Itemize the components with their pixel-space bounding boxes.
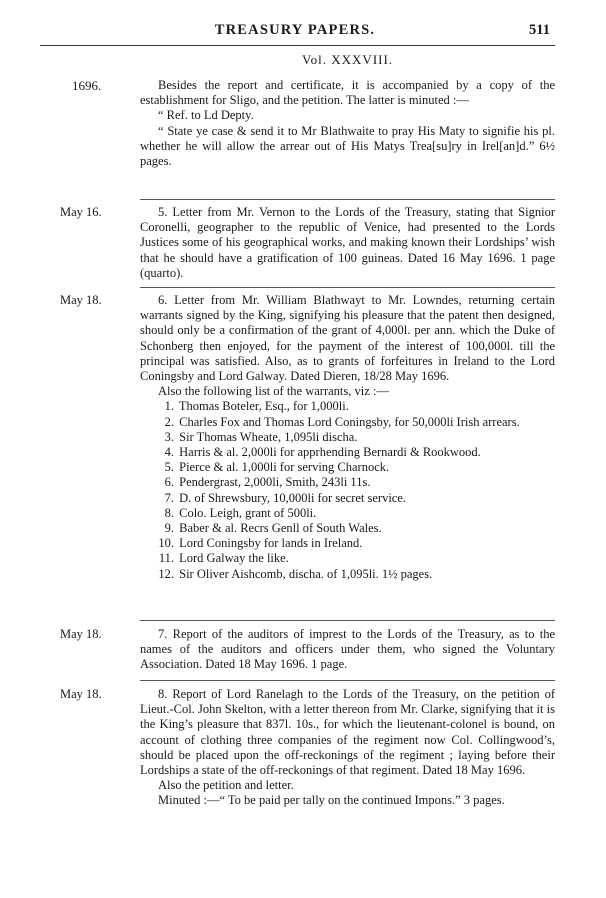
warrant-item: 7. D. of Shrewsbury, 10,000li for secret service. <box>164 490 407 505</box>
intro-quote-1: “ Ref. to Ld Depty. <box>158 108 254 123</box>
warrant-item: 12. Sir Oliver Aishcomb, discha. of 1,095li. 1½ pages. <box>158 566 433 581</box>
warrant-item: 4. Harris & al. 2,000li for apprhending Bernardi & Rookwood. <box>164 445 481 460</box>
entry-date: May 18. <box>60 627 102 641</box>
running-title: TREASURY PAPERS. <box>214 22 376 38</box>
warrant-item: 6. Pendergrast, 2,000li, Smith, 243li 11s. <box>164 475 371 490</box>
entry-minute: Minuted :—“ To be paid per tally on the continued Impons.” 3 pages. <box>158 793 505 808</box>
entry-separator <box>140 680 555 681</box>
entry-separator <box>140 287 555 288</box>
entry-also: Also the following list of the warrants, viz :— <box>158 384 389 399</box>
entry-date: May 18. <box>60 687 102 701</box>
header-rule <box>40 45 555 46</box>
intro-quote-2: “ State ye case & send it to Mr Blathwaite to pray His Maty to signifie his pl. whether he will allow the arrear out of His Matys Trea[su]ry in Irel[an]d.” 6½ pages. <box>140 123 555 169</box>
warrant-item: 3. Sir Thomas Wheate, 1,095li discha. <box>164 429 358 444</box>
volume-heading: Vol. XXXVIII. <box>301 52 394 67</box>
entry-text: 8. Report of Lord Ranelagh to the Lords of the Treasury, on the petition of Lieut.-Col. John Skelton, with a letter thereon from Mr. Clarke, signifying that it is the King’s pleasure that 837l. 10s., for which the lieutenant-colonel is bound, on account of clothing three companies of the regiment now Col. Collingwood’s, should be placed upon the off-reckonings of the regiment ; laying before their Lordships a state of the off-reckonings of that regiment. Dated 18 May 1696. <box>140 687 555 778</box>
warrant-item: 8. Colo. Leigh, grant of 500li. <box>164 505 317 520</box>
entry-also: Also the petition and letter. <box>158 778 294 793</box>
entry-date: May 16. <box>60 205 102 219</box>
warrant-list <box>140 399 555 581</box>
page-number: 511 <box>529 22 550 38</box>
intro-block <box>140 78 555 169</box>
entry-text: 7. Report of the auditors of imprest to the Lords of the Treasury, as to the names of the auditors and officers under them, who signed the Voluntary Association. Dated 18 May 1696. 1 page. <box>140 627 555 672</box>
entry-date: May 18. <box>60 293 102 307</box>
intro-paragraph: Besides the report and certificate, it is accompanied by a copy of the establishment for Sligo, and the petition. The latter is minuted :— <box>140 78 555 108</box>
warrant-item: 10. Lord Coningsby for lands in Ireland. <box>158 536 363 551</box>
warrant-item: 11. Lord Galway the like. <box>158 551 289 566</box>
warrant-item: 9. Baber & al. Recrs Genll of South Wales. <box>164 521 382 536</box>
warrant-item: 2. Charles Fox and Thomas Lord Coningsby, for 50,000li Irish arrears. <box>164 414 520 429</box>
warrant-item: 1. Thomas Boteler, Esq., for 1,000li. <box>164 399 349 414</box>
entry-text: 6. Letter from Mr. William Blathwayt to Mr. Lowndes, returning certain warrants signed by the King, signifying his pleasure that the patent then designed, should only be a confirmation of the grant of 4,000l. per ann. which the Duke of Schonberg then enjoyed, for the payment of the interest of 100,000l. till the principal was satisfied. Also, as to grants of forfeitures in Ireland to the Lord Coningsby and Lord Galway. Dated Dieren, 18/28 May 1696. <box>140 293 555 384</box>
year-margin: 1696. <box>72 78 102 93</box>
warrant-item: 5. Pierce & al. 1,000li for serving Charnock. <box>164 460 390 475</box>
entry-text: 5. Letter from Mr. Vernon to the Lords of the Treasury, stating that Signior Coronelli, geographer to the republic of Venice, had presented to the Lords Justices some of his geographical works, and making known their Lordships’ wish that he should have a gratification of 100 guineas. Dated 16 May 1696. 1 page (quarto). <box>140 205 555 280</box>
entry-separator <box>140 620 555 621</box>
entry-separator <box>140 199 555 200</box>
page-header <box>40 22 550 42</box>
